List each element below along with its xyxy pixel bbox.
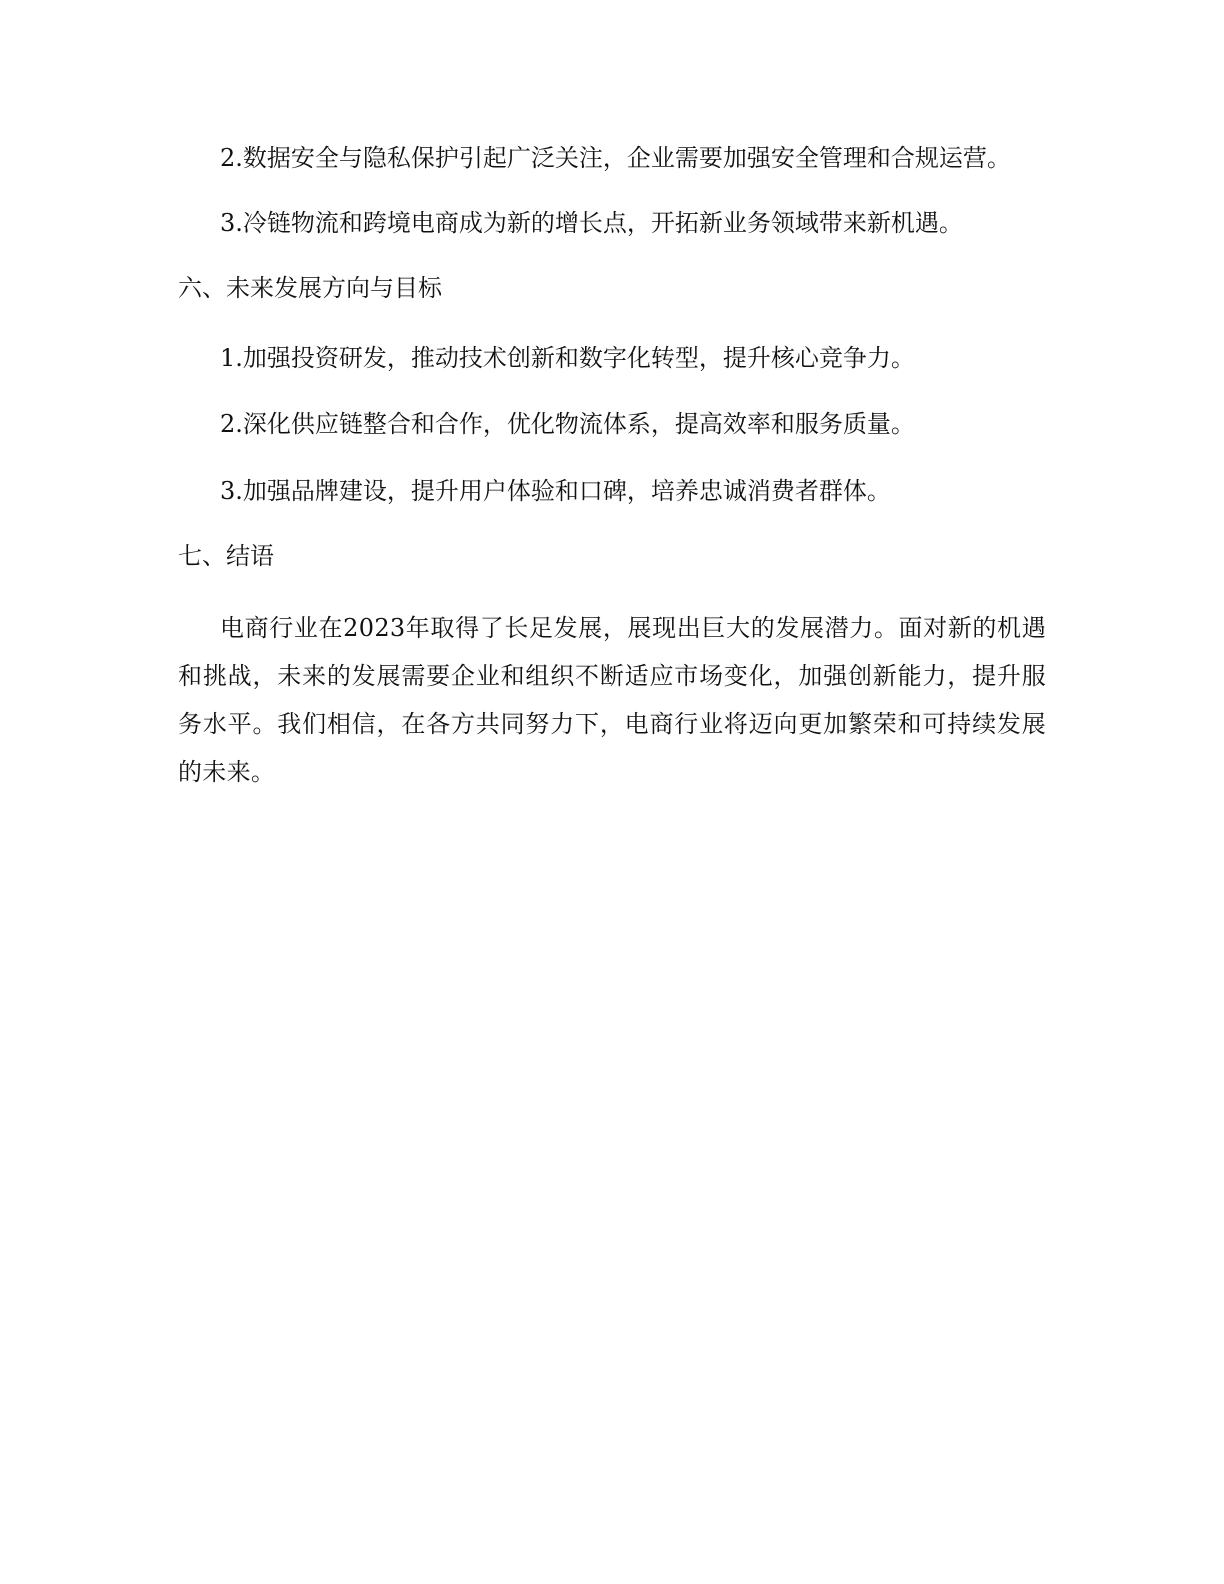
section-heading: 六、未来发展方向与目标 — [178, 274, 442, 302]
section-heading: 七、结语 — [178, 542, 274, 570]
list-item: 3.加强品牌建设，提升用户体验和口碑，培养忠诚消费者群体。 — [220, 477, 891, 505]
list-item: 3.冷链物流和跨境电商成为新的增长点，开拓新业务领域带来新机遇。 — [220, 209, 963, 237]
list-item: 2.深化供应链整合和合作，优化物流体系，提高效率和服务质量。 — [220, 410, 915, 438]
conclusion-paragraph: 电商行业在2023年取得了长足发展，展现出巨大的发展潜力。面对新的机遇和挑战，未来的发展需要企业和组织不断适应市场变化，加强创新能力，提升服务水平。我们相信，在各方共同努力下，电商行业将迈向更加繁荣和可持续发展的未来。 — [178, 614, 1046, 786]
list-item: 1.加强投资研发，推动技术创新和数字化转型，提升核心竞争力。 — [220, 344, 915, 372]
list-item: 2.数据安全与隐私保护引起广泛关注，企业需要加强安全管理和合规运营。 — [220, 144, 1011, 172]
